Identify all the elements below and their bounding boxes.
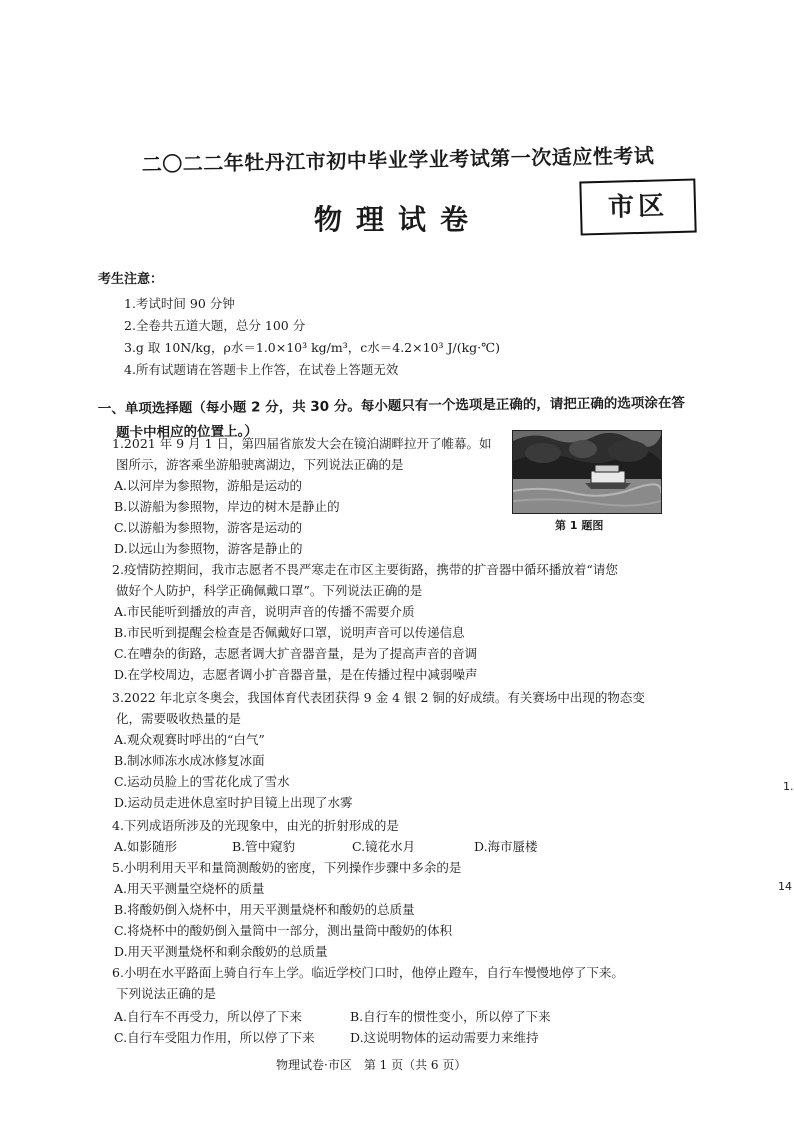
section-heading-line2: 题卡中相应的位置上。） bbox=[116, 423, 258, 441]
question-1-option-c: C.以游船为参照物，游客是运动的 bbox=[114, 520, 303, 535]
lake-boat-photo bbox=[512, 430, 662, 514]
question-2-option-c: C.在嘈杂的街路，志愿者调大扩音器音量，是为了提高声音的音调 bbox=[114, 646, 478, 661]
question-3-stem: 3.2022 年北京冬奥会，我国体育代表团获得 9 金 4 银 2 铜的好成绩。有关赛场中出现的物态变 bbox=[112, 690, 645, 705]
question-4-option-d: D.海市蜃楼 bbox=[474, 839, 538, 854]
question-2-stem-cont: 做好个人防护，科学正确佩戴口罩”。下列说法正确的是 bbox=[116, 583, 423, 598]
question-3-option-c: C.运动员脸上的雪花化成了雪水 bbox=[114, 774, 290, 789]
question-4-option-c: C.镜花水月 bbox=[352, 839, 416, 854]
question-5-option-b: B.将酸奶倒入烧杯中，用天平测量烧杯和酸奶的总质量 bbox=[114, 902, 415, 917]
notice-item: 1.考试时间 90 分钟 bbox=[124, 296, 235, 311]
question-1-option-d: D.以远山为参照物，游客是静止的 bbox=[114, 541, 303, 556]
question-2-option-d: D.在学校周边，志愿者调小扩音器音量，是在传播过程中减弱噪声 bbox=[114, 667, 478, 682]
question-6-stem: 6.小明在水平路面上骑自行车上学。临近学校门口时，他停止蹬车，自行车慢慢地停了下来。 bbox=[112, 965, 624, 980]
exam-subtitle: 物理试卷 bbox=[313, 203, 482, 236]
question-2-option-a: A.市民能听到播放的声音，说明声音的传播不需要介质 bbox=[114, 604, 415, 619]
question-4-stem: 4.下列成语所涉及的光现象中，由光的折射形成的是 bbox=[112, 818, 399, 833]
exam-title: 二〇二二年牡丹江市初中毕业学业考试第一次适应性考试 bbox=[141, 143, 655, 177]
question-2-stem: 2.疫情防控期间，我市志愿者不畏严寒走在市区主要街路，携带的扩音器中循环播放着“请您 bbox=[112, 562, 618, 577]
question-5-stem: 5.小明利用天平和量筒测酸奶的密度，下列操作步骤中多余的是 bbox=[112, 860, 462, 875]
question-1-option-b: B.以游船为参照物，岸边的树木是静止的 bbox=[114, 499, 340, 514]
notice-title: 考生注意： bbox=[98, 272, 164, 287]
question-1-stem-cont: 图所示，游客乘坐游船驶离湖边，下列说法正确的是 bbox=[116, 457, 404, 472]
question-3-option-a: A.观众观赛时呼出的“白气” bbox=[114, 732, 265, 747]
question-6-option-a: A.自行车不再受力，所以停了下来 bbox=[114, 1009, 303, 1024]
question-4-option-a: A.如影随形 bbox=[114, 839, 178, 854]
notice-item: 2.全卷共五道大题，总分 100 分 bbox=[124, 318, 306, 333]
question-1-stem: 1.2021 年 9 月 1 日，第四届省旅发大会在镜泊湖畔拉开了帷幕。如 bbox=[112, 436, 492, 451]
question-6-stem-cont: 下列说法正确的是 bbox=[116, 986, 217, 1001]
question-2-option-b: B.市民听到提醒会检查是否佩戴好口罩，说明声音可以传递信息 bbox=[114, 625, 465, 640]
section-heading-line1: 一、单项选择题（每小题 2 分，共 30 分。每小题只有一个选项是正确的，请把正确的选项涂在答 bbox=[97, 394, 685, 418]
figure-1-caption: 第 1 题图 bbox=[555, 519, 604, 532]
margin-mark: 1. bbox=[783, 780, 794, 793]
question-1-option-a: A.以河岸为参照物，游船是运动的 bbox=[114, 478, 303, 493]
page-footer: 物理试卷·市区 第 1 页（共 6 页） bbox=[276, 1058, 467, 1072]
margin-mark: 14 bbox=[778, 880, 792, 893]
question-3-option-d: D.运动员走进休息室时护目镜上出现了水雾 bbox=[114, 795, 353, 810]
question-6-option-c: C.自行车受阻力作用，所以停了下来 bbox=[114, 1030, 315, 1045]
question-5-option-d: D.用天平测量烧杯和剩余酸奶的总质量 bbox=[114, 944, 328, 959]
question-6-option-b: B.自行车的惯性变小，所以停了下来 bbox=[350, 1009, 551, 1024]
question-6-option-d: D.这说明物体的运动需要力来维持 bbox=[350, 1030, 539, 1045]
region-stamp: 市区 bbox=[579, 178, 696, 235]
notice-item: 3.g 取 10N/kg，ρ水＝1.0×10³ kg/m³，c水＝4.2×10³ J/(kg·℃) bbox=[124, 340, 501, 355]
question-4-option-b: B.管中窥豹 bbox=[232, 839, 296, 854]
question-5-option-a: A.用天平测量空烧杯的质量 bbox=[114, 881, 265, 896]
question-5-option-c: C.将烧杯中的酸奶倒入量筒中一部分，测出量筒中酸奶的体积 bbox=[114, 923, 453, 938]
question-3-option-b: B.制冰师冻水成冰修复冰面 bbox=[114, 753, 265, 768]
notice-item: 4.所有试题请在答题卡上作答，在试卷上答题无效 bbox=[124, 362, 399, 377]
question-3-stem-cont: 化，需要吸收热量的是 bbox=[116, 711, 242, 726]
lake-boat-image bbox=[513, 431, 661, 513]
